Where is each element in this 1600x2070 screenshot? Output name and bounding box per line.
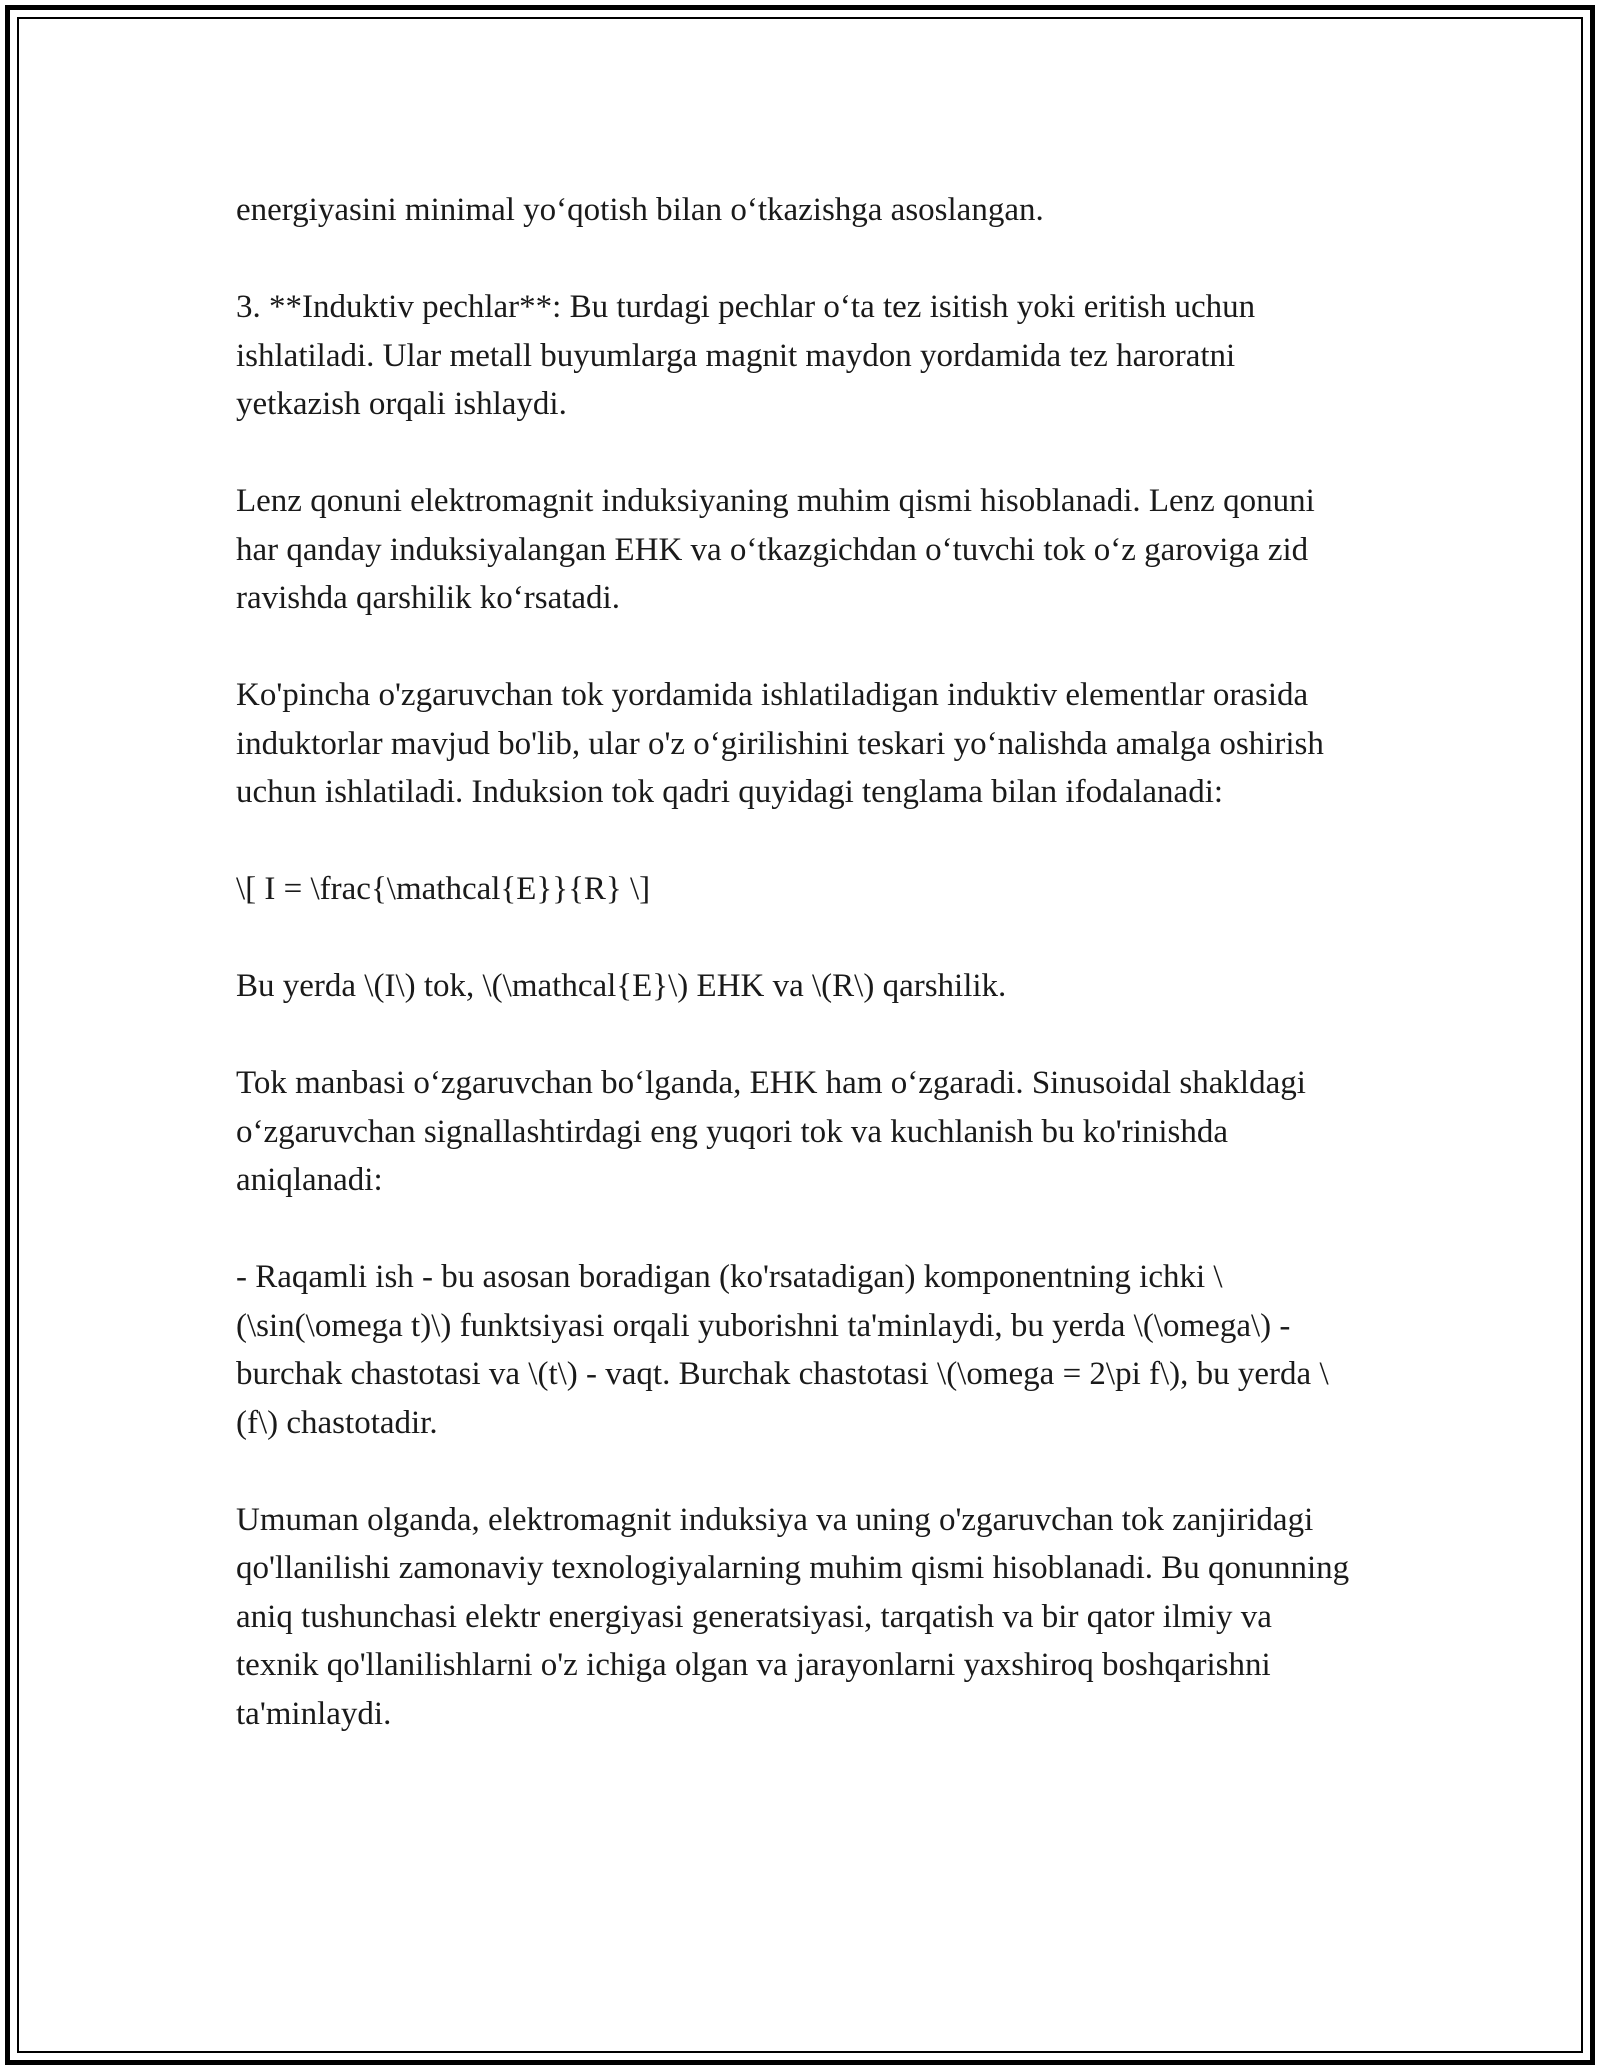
equation-current: \[ I = \frac{\mathcal{E}}{R} \] bbox=[236, 871, 651, 907]
paragraph-inductors: Ko'pincha o'zgaruvchan tok yordamida ishlatiladigan induktiv elementlar orasida induktorlar mavjud bo'lib, ular o'z o‘girilishini teskari yo‘nalishda amalga oshirish uchun ishlatiladi. Induksion tok qadri quyidagi tenglama bilan ifodalanadi: bbox=[236, 677, 1324, 810]
paragraph-induction-furnaces: 3. **Induktiv pechlar**: Bu turdagi pechlar o‘ta tez isitish yoki eritish uchun ishlatiladi. Ular metall buyumlarga magnit maydon yordamida tez haroratni yetkazish orqali ishlaydi. bbox=[236, 289, 1256, 422]
paragraph-conclusion: Umuman olganda, elektromagnit induksiya va uning o'zgaruvchan tok zanjiridagi qo'llanilishi zamonaviy texnologiyalarning muhim qismi hisoblanadi. Bu qonunning aniq tushunchasi elektr energiyasi generatsiyasi, tarqatish va bir qator ilmiy va texnik qo'llanilishlarni o'z ichiga olgan va jarayonlarni yaxshiroq boshqarishni ta'minlaydi. bbox=[236, 1501, 1350, 1732]
paragraph-lenz-law: Lenz qonuni elektromagnit induksiyaning muhim qismi hisoblanadi. Lenz qonuni har qanday induksiyalangan EHK va o‘tkazgichdan o‘tuvchi tok o‘z garoviga zid ravishda qarshilik ko‘rsatadi. bbox=[236, 483, 1315, 616]
paragraph-equation-legend: Bu yerda \(I\) tok, \(\mathcal{E}\) EHK va \(R\) qarshilik. bbox=[236, 968, 1007, 1004]
list-item-digital-work: - Raqamli ish - bu asosan boradigan (ko'rsatadigan) komponentning ichki \(\sin(\omega t)\) funktsiyasi orqali yuborishni ta'minlaydi, bu yerda \(\omega\) - burchak chastotasi va \(t\) - vaqt. Burchak chastotasi \(\omega = 2\pi f\), bu yerda \(f\) chastotadir. bbox=[236, 1259, 1329, 1441]
paragraph-alternating-source: Tok manbasi o‘zgaruvchan bo‘lganda, EHK ham o‘zgaradi. Sinusoidal shakldagi o‘zgaruvchan signallashtirdagi eng yuqori tok va kuchlanish bu ko'rinishda aniqlanadi: bbox=[236, 1065, 1306, 1198]
paragraph-continuation: energiyasini minimal yo‘qotish bilan o‘tkazishga asoslangan. bbox=[236, 192, 1044, 228]
document-body bbox=[236, 186, 1356, 1787]
